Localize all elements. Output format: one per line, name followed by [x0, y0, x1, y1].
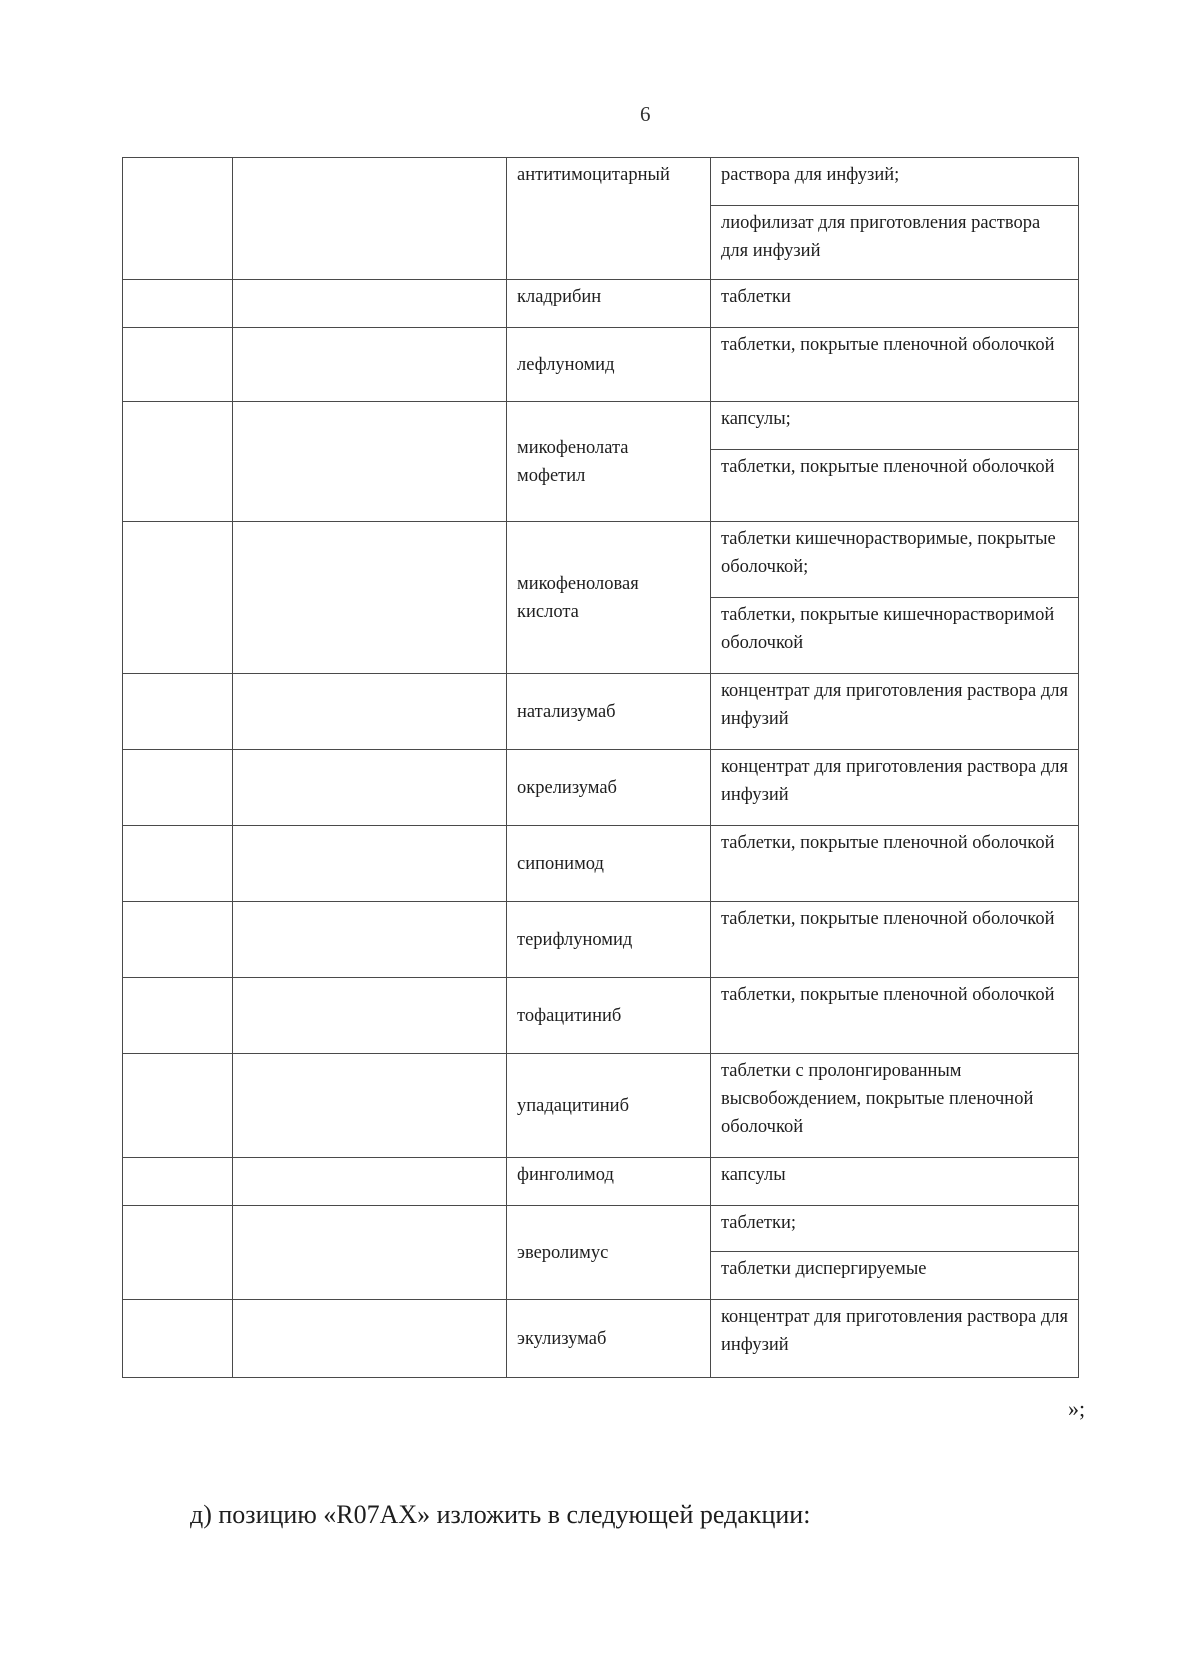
dosage-form: раствора для инфузий; [711, 158, 1079, 206]
group-cell [233, 674, 507, 750]
table-row [123, 674, 1079, 750]
drug-name: лефлуномид [507, 328, 711, 402]
dosage-form: концентрат для приготовления раствора для инфузий [711, 750, 1079, 826]
dosage-form: таблетки с пролонгированным высвобождением, покрытые пленочной оболочкой [711, 1054, 1079, 1158]
drug-name: антитимоцитарный [507, 158, 711, 280]
dosage-form: таблетки, покрытые пленочной оболочкой [711, 902, 1079, 978]
drug-name: экулизумаб [507, 1300, 711, 1378]
drug-name: терифлуномид [507, 902, 711, 978]
code-cell [123, 750, 233, 826]
code-cell [123, 1054, 233, 1158]
group-cell [233, 1158, 507, 1206]
drug-name: кладрибин [507, 280, 711, 328]
group-cell [233, 978, 507, 1054]
table-row [123, 328, 1079, 402]
group-cell [233, 1054, 507, 1158]
drug-name: тофацитиниб [507, 978, 711, 1054]
dosage-form: таблетки; [711, 1206, 1079, 1252]
code-cell [123, 826, 233, 902]
drug-name: упадацитиниб [507, 1054, 711, 1158]
table-row [123, 158, 1079, 206]
table-row [123, 902, 1079, 978]
table-row [123, 1054, 1079, 1158]
code-cell [123, 978, 233, 1054]
page-number: 6 [640, 102, 651, 126]
dosage-form: таблетки, покрытые пленочной оболочкой [711, 978, 1079, 1054]
table-row [123, 826, 1079, 902]
dosage-form: таблетки [711, 280, 1079, 328]
code-cell [123, 522, 233, 674]
dosage-form: таблетки, покрытые пленочной оболочкой [711, 328, 1079, 402]
code-cell [123, 1206, 233, 1300]
drug-name: сипонимод [507, 826, 711, 902]
group-cell [233, 826, 507, 902]
code-cell [123, 1300, 233, 1378]
dosage-form: таблетки, покрытые пленочной оболочкой [711, 826, 1079, 902]
code-cell [123, 328, 233, 402]
drug-name: натализумаб [507, 674, 711, 750]
group-cell [233, 522, 507, 674]
table-row [123, 1158, 1079, 1206]
dosage-form: концентрат для приготовления раствора для инфузий [711, 674, 1079, 750]
drug-name: микофеноловая кислота [507, 522, 711, 674]
table-row [123, 1206, 1079, 1252]
dosage-form: капсулы [711, 1158, 1079, 1206]
code-cell [123, 1158, 233, 1206]
drug-table [122, 157, 1079, 1378]
drug-name: окрелизумаб [507, 750, 711, 826]
closing-quote: »; [1068, 1396, 1086, 1421]
group-cell [233, 902, 507, 978]
code-cell [123, 674, 233, 750]
table-row [123, 522, 1079, 598]
dosage-form: таблетки, покрытые кишечнорастворимой оболочкой [711, 598, 1079, 674]
dosage-form: таблетки диспергируемые [711, 1252, 1079, 1300]
table-row [123, 750, 1079, 826]
table-row [123, 1300, 1079, 1378]
drug-name: финголимод [507, 1158, 711, 1206]
code-cell [123, 158, 233, 280]
code-cell [123, 902, 233, 978]
amendment-instruction: д) позицию «R07AX» изложить в следующей редакции: [190, 1500, 811, 1529]
drug-name: эверолимус [507, 1206, 711, 1300]
dosage-form: лиофилизат для приготовления раствора для инфузий [711, 206, 1079, 280]
table-row [123, 280, 1079, 328]
group-cell [233, 1206, 507, 1300]
group-cell [233, 328, 507, 402]
drug-name: микофенолата мофетил [507, 402, 711, 522]
dosage-form: таблетки кишечнорастворимые, покрытые оболочкой; [711, 522, 1079, 598]
group-cell [233, 750, 507, 826]
dosage-form: таблетки, покрытые пленочной оболочкой [711, 450, 1079, 522]
dosage-form: капсулы; [711, 402, 1079, 450]
code-cell [123, 280, 233, 328]
group-cell [233, 280, 507, 328]
group-cell [233, 402, 507, 522]
code-cell [123, 402, 233, 522]
table-row [123, 402, 1079, 450]
group-cell [233, 1300, 507, 1378]
group-cell [233, 158, 507, 280]
dosage-form: концентрат для приготовления раствора для инфузий [711, 1300, 1079, 1378]
table-row [123, 978, 1079, 1054]
